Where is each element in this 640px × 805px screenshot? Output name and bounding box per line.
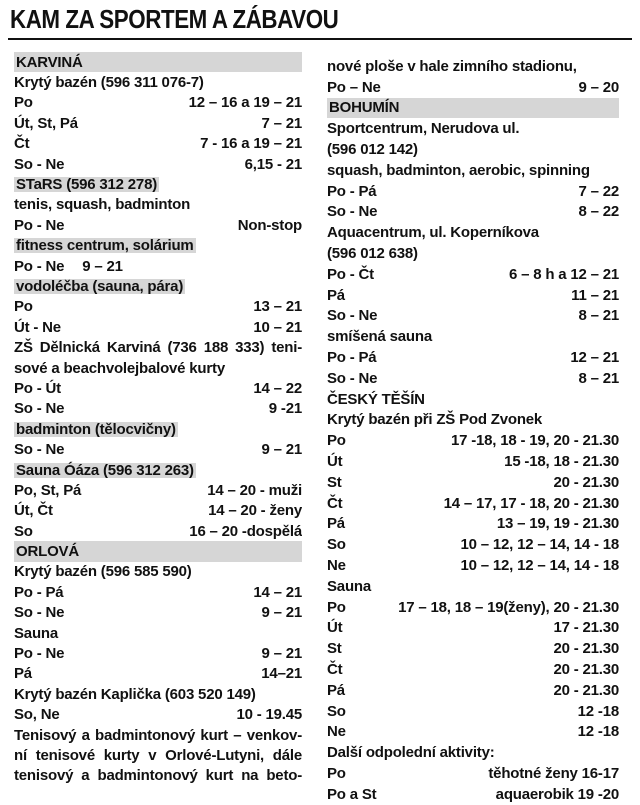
schedule-hours: 17 - 21.30 (553, 619, 619, 637)
schedule-days: So - Ne (14, 400, 65, 418)
schedule-hours: 8 – 22 (578, 203, 619, 221)
text-line (14, 562, 302, 582)
page-title: KAM ZA SPORTEM A ZÁBAVOU (10, 4, 339, 34)
schedule-row (327, 347, 619, 368)
schedule-days: Po - Út (14, 379, 61, 397)
schedule-row (14, 399, 302, 419)
schedule-row (14, 113, 302, 133)
schedule-days: Út - Ne (14, 318, 61, 336)
schedule-hours: 8 – 21 (578, 369, 619, 387)
schedule-row (327, 722, 619, 743)
schedule-hours: 15 -18, 18 - 21.30 (504, 453, 619, 471)
line-text: fitness centrum, solárium (16, 237, 194, 255)
line-text: BOHUMÍN (329, 99, 400, 117)
schedule-hours: 9 – 20 (578, 78, 619, 96)
line-text: Krytý bazén při ZŠ Pod Zvonek (327, 411, 543, 429)
venue-heading (14, 276, 302, 296)
schedule-row (14, 378, 302, 398)
line-text: Krytý bazén (596 585 590) (14, 563, 192, 581)
schedule-row (327, 638, 619, 659)
schedule-hours: 10 – 12, 12 – 14, 14 - 18 (460, 536, 619, 554)
schedule-days: So, Ne (14, 706, 60, 724)
text-line (14, 337, 302, 357)
schedule-days: So (327, 536, 346, 554)
schedule-hours: 14 – 20 - muži (207, 481, 302, 499)
line-text: ORLOVÁ (16, 543, 79, 561)
schedule-days: St (327, 640, 342, 658)
venue-heading (14, 419, 302, 439)
schedule-hours: 9 – 21 (261, 441, 302, 459)
schedule-row (14, 603, 302, 623)
venue-heading (14, 236, 302, 256)
line-text: smíšená sauna (327, 328, 432, 346)
schedule-hours: 7 - 16 a 19 – 21 (200, 135, 302, 153)
schedule-row (327, 430, 619, 451)
line-text: Sauna (327, 577, 372, 595)
schedule-row (327, 264, 619, 285)
line-text: Tenisový a badmintonový kurt – venkov- (14, 726, 302, 744)
right-column (327, 56, 619, 805)
text-line (327, 326, 619, 347)
schedule-row (327, 701, 619, 722)
schedule-hours: 20 - 21.30 (553, 661, 619, 678)
schedule-days: Út (327, 619, 343, 637)
text-line (327, 56, 619, 77)
schedule-days: So (14, 522, 33, 540)
schedule-hours: 17 – 18, 18 – 19(ženy), 20 - 21.30 (398, 598, 619, 616)
text-line (327, 410, 619, 431)
text-line (327, 160, 619, 181)
schedule-row (327, 368, 619, 389)
schedule-hours: 6,15 - 21 (244, 155, 302, 173)
schedule-row (14, 256, 302, 276)
line-text: Sauna (14, 624, 59, 642)
schedule-row (14, 134, 302, 154)
schedule-days: Čt (14, 135, 30, 153)
schedule-row (327, 555, 619, 576)
schedule-hours: aquaerobik 19 -20 (495, 785, 619, 803)
line-text: Krytý bazén (596 311 076-7) (14, 74, 204, 92)
schedule-days: Pá (14, 665, 32, 683)
schedule-hours: Non-stop (237, 216, 302, 234)
schedule-row (327, 451, 619, 472)
schedule-days: Po (327, 598, 346, 616)
schedule-row (14, 582, 302, 602)
schedule-days: Po - Ne (14, 645, 65, 663)
schedule-hours: 20 - 21.30 (553, 473, 619, 491)
text-line (14, 725, 302, 745)
schedule-days: So (327, 702, 346, 720)
schedule-days: So - Ne (14, 441, 65, 459)
line-text: tenisový a badmintonový kurt na beto- (14, 767, 302, 785)
schedule-days: Po - Pá (327, 349, 377, 367)
schedule-row (327, 285, 619, 306)
schedule-hours: 14 – 22 (253, 379, 302, 397)
schedule-days: Čt (327, 494, 343, 512)
schedule-row (14, 521, 302, 541)
schedule-hours: 9 -21 (268, 400, 302, 418)
city-heading (14, 541, 302, 561)
schedule-days: Pá (327, 515, 345, 533)
schedule-row (14, 297, 302, 317)
line-text: vodoléčba (sauna, pára) (16, 277, 184, 295)
line-text: ní tenisové kurty v Orlové-Lutyni, dále (14, 746, 302, 764)
left-column (14, 52, 302, 786)
text-line (14, 358, 302, 378)
schedule-hours: 9 – 21 (82, 257, 123, 275)
schedule-hours: těhotné ženy 16-17 (488, 764, 619, 782)
schedule-days: Po - Čt (327, 265, 374, 283)
schedule-days: Po a St (327, 785, 377, 803)
schedule-hours: 10 - 19.45 (236, 706, 302, 724)
schedule-row (327, 472, 619, 493)
line-text: (596 012 638) (327, 245, 418, 263)
venue-heading (14, 174, 302, 194)
schedule-days: Čt (327, 661, 343, 678)
schedule-days: Po - Ne (14, 216, 65, 234)
schedule-days: Po - Pá (14, 583, 64, 601)
line-text: KARVINÁ (16, 53, 83, 71)
schedule-row (327, 659, 619, 680)
schedule-hours: 13 – 21 (253, 298, 302, 316)
schedule-days: Po (327, 432, 346, 450)
schedule-row (327, 784, 619, 805)
text-line (14, 766, 302, 786)
schedule-hours: 12 – 21 (570, 349, 619, 367)
schedule-row (327, 618, 619, 639)
line-text: ZŠ Dělnická Karviná (736 188 333) teni- (14, 339, 302, 357)
schedule-hours: 9 – 21 (261, 645, 302, 663)
schedule-row (14, 501, 302, 521)
schedule-hours: 17 -18, 18 - 19, 20 - 21.30 (450, 432, 619, 450)
schedule-row (14, 664, 302, 684)
line-text: Aquacentrum, ul. Koperníkova (327, 224, 539, 242)
schedule-row (327, 181, 619, 202)
schedule-row (14, 93, 302, 113)
venue-heading (14, 460, 302, 480)
text-line (14, 195, 302, 215)
schedule-hours: 14 – 21 (253, 583, 302, 601)
schedule-days: Po, St, Pá (14, 481, 82, 499)
schedule-hours: 9 – 21 (261, 604, 302, 622)
schedule-days: Pá (327, 286, 345, 304)
schedule-days: So - Ne (327, 369, 378, 387)
line-text: Sauna Óáza (596 312 263) (16, 461, 194, 479)
text-line (327, 742, 619, 763)
schedule-hours: 20 - 21.30 (553, 681, 619, 699)
schedule-row (14, 705, 302, 725)
schedule-days: St (327, 473, 342, 491)
line-text: ČESKÝ TĚŠÍN (327, 390, 425, 408)
schedule-row (14, 480, 302, 500)
text-line (327, 118, 619, 139)
text-line (14, 684, 302, 704)
schedule-row (14, 215, 302, 235)
schedule-hours: 11 – 21 (571, 286, 619, 304)
schedule-row (327, 534, 619, 555)
text-line (327, 576, 619, 597)
text-line (327, 222, 619, 243)
schedule-row (14, 317, 302, 337)
schedule-hours: 10 – 21 (253, 318, 302, 336)
schedule-row (327, 763, 619, 784)
line-text: nové ploše v hale zimního stadionu, (327, 57, 577, 75)
schedule-row (327, 514, 619, 535)
schedule-days: Po – Ne (327, 78, 381, 96)
schedule-hours: 14 – 17, 17 - 18, 20 - 21.30 (443, 494, 619, 512)
schedule-row (14, 643, 302, 663)
text-line (327, 389, 619, 410)
schedule-days: Po (14, 94, 33, 112)
text-line (327, 139, 619, 160)
schedule-hours: 14–21 (261, 665, 302, 683)
line-text: badminton (tělocvičny) (16, 420, 176, 438)
schedule-days: Ne (327, 723, 346, 741)
title-rule (8, 38, 632, 40)
schedule-days: Po (14, 298, 33, 316)
schedule-hours: 12 -18 (577, 702, 619, 720)
schedule-days: So - Ne (14, 155, 65, 173)
line-text: tenis, squash, badminton (14, 196, 191, 214)
schedule-row (327, 680, 619, 701)
line-text: squash, badminton, aerobic, spinning (327, 161, 590, 179)
line-text: Krytý bazén Kaplička (603 520 149) (14, 685, 256, 703)
text-line (14, 623, 302, 643)
schedule-days: Út, Čt (14, 502, 53, 520)
schedule-hours: 6 – 8 h a 12 – 21 (508, 265, 619, 283)
schedule-hours: 12 -18 (577, 723, 619, 741)
schedule-row (327, 493, 619, 514)
city-heading (14, 52, 302, 72)
schedule-hours: 13 – 19, 19 - 21.30 (496, 515, 619, 533)
schedule-days: So - Ne (14, 604, 65, 622)
schedule-row (327, 306, 619, 327)
schedule-days: So - Ne (327, 203, 378, 221)
schedule-hours: 8 – 21 (578, 307, 619, 325)
line-text: Další odpolední aktivity: (327, 744, 495, 762)
schedule-days: Po - Ne (14, 257, 65, 275)
schedule-hours: 10 – 12, 12 – 14, 14 - 18 (460, 557, 619, 575)
schedule-hours: 12 – 16 a 19 – 21 (188, 94, 302, 112)
schedule-days: Út, St, Pá (14, 114, 78, 132)
schedule-days: Út (327, 453, 343, 471)
line-text: (596 012 142) (327, 141, 418, 159)
text-line (327, 243, 619, 264)
text-line (14, 72, 302, 92)
schedule-row (14, 439, 302, 459)
city-heading (327, 98, 619, 119)
schedule-row (327, 202, 619, 223)
line-text: STaRS (596 312 278) (16, 176, 158, 194)
schedule-hours: 7 – 21 (261, 114, 302, 132)
schedule-hours: 20 - 21.30 (553, 640, 619, 658)
schedule-days: Po (327, 764, 346, 782)
schedule-hours: 7 – 22 (578, 182, 619, 200)
schedule-hours: 16 – 20 -dospělá (189, 522, 302, 540)
line-text: Sportcentrum, Nerudova ul. (327, 120, 520, 138)
schedule-days: Pá (327, 681, 345, 699)
schedule-days: Ne (327, 557, 346, 575)
schedule-hours: 14 – 20 - ženy (208, 502, 302, 520)
schedule-row (14, 154, 302, 174)
line-text: sové a beachvolejbalové kurty (14, 359, 225, 377)
text-line (14, 745, 302, 765)
schedule-row (327, 597, 619, 618)
schedule-row (327, 77, 619, 98)
schedule-days: Po - Pá (327, 182, 377, 200)
schedule-days: So - Ne (327, 307, 378, 325)
